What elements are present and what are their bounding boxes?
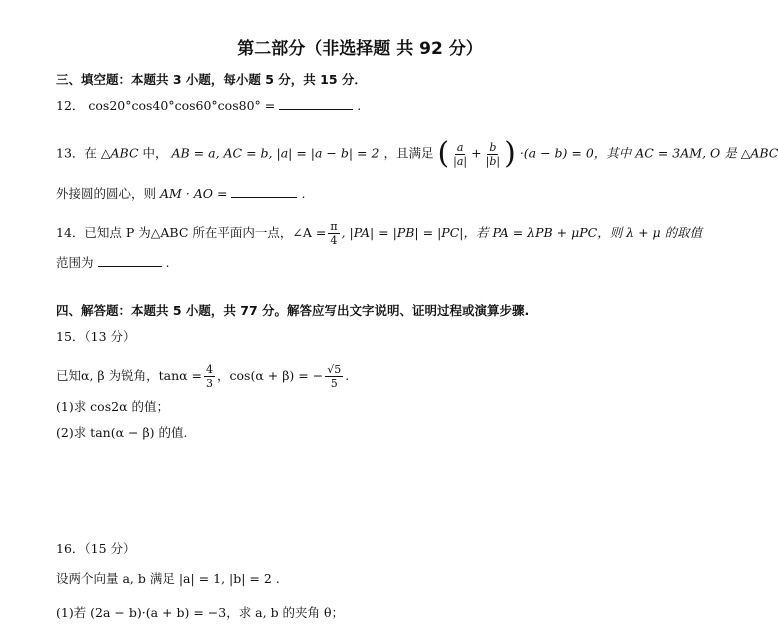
section4-header: 四、解答题：本题共 5 小题，共 77 分。解答应写出文字说明、证明过程或演算步骤.	[56, 303, 530, 318]
q14-line1	[56, 220, 702, 247]
q16-line1: 设两个向量 a, b 满足 |a| = 1, |b| = 2 .	[56, 571, 280, 586]
q15-line1	[56, 363, 349, 390]
q13-right-paren: )	[504, 136, 516, 171]
q13-line2-end: .	[301, 186, 306, 201]
q13-cond4: AC = 3AM, O 是	[635, 145, 737, 161]
q13-mid: 中，	[142, 145, 168, 161]
q12-number: 12．	[56, 98, 85, 113]
q14-pi-den: 4	[330, 234, 338, 247]
q14-text-b: , |PA| = |PB| = |PC|，若	[341, 225, 489, 240]
q14-line2	[56, 254, 169, 272]
q15-cos-frac	[325, 363, 343, 390]
q13-condition: AB = a, AC = b, |a| = |a − b| = 2	[171, 145, 380, 161]
q13-line2-expr: AM · AO =	[160, 186, 228, 201]
q15-part1: (1)求 cos2α 的值；	[56, 399, 169, 414]
q15-cos-num: √5	[327, 363, 342, 376]
q16-header: 16．（15 分）	[56, 541, 136, 556]
q15-tan-num: 4	[206, 363, 214, 376]
q13-cond3: ·(a − b) = 0，其中	[519, 145, 632, 161]
q13-triangle: △ABC	[100, 145, 139, 161]
q13-answer-blank	[231, 185, 297, 198]
q13-triangle2: △ABC	[740, 145, 778, 161]
section3-header: 三、填空题：本题共 3 小题，每小题 5 分，共 15 分．	[56, 72, 367, 87]
q15-tan-frac	[204, 363, 215, 390]
q13-frac-b	[484, 141, 502, 168]
q13-frac-a	[451, 141, 469, 168]
q13-number: 13．在	[56, 145, 97, 161]
q15-end: .	[345, 368, 350, 383]
q14-line2-end: .	[165, 255, 170, 270]
q13-line1	[56, 136, 778, 171]
q13-frac-b-den: |b|	[485, 154, 501, 168]
q15-cos-den: 5	[330, 377, 338, 390]
q15-header: 15．（13 分）	[56, 329, 136, 344]
q14-answer-blank	[98, 254, 162, 267]
q14-text-c: PA = λPB + μPC，则 λ + μ 的取值	[492, 225, 703, 240]
q12	[56, 97, 361, 115]
q13-frac-a-num: a	[456, 140, 464, 154]
q16-part1: (1)若 (2a − b)·(a + b) = −3，求 a, b 的夹角 θ；	[56, 605, 345, 620]
q13-line2	[56, 185, 305, 203]
q13-frac-a-den: |a|	[453, 154, 468, 168]
q12-expression: cos20°cos40°cos60°cos80° =	[88, 98, 276, 113]
q13-plus: +	[471, 145, 482, 161]
q13-left-paren: (	[437, 136, 450, 171]
q12-answer-blank	[279, 97, 353, 110]
q15-tan-den: 3	[206, 377, 214, 390]
q14-pi-num: π	[330, 220, 338, 233]
q12-end: .	[357, 98, 362, 113]
q15-part2: (2)求 tan(α − β) 的值.	[56, 425, 188, 440]
q13-line2-text: 外接圆的圆心，则	[56, 186, 157, 201]
q15-text-b: ，cos(α + β) = −	[217, 368, 324, 383]
q15-text-a: 已知α, β 为锐角，tanα =	[56, 368, 203, 383]
q14-line2-text: 范围为	[56, 255, 94, 270]
q13-cond-text: ，且满足	[383, 145, 434, 161]
q14-text-a: 14．已知点 P 为△ABC 所在平面内一点，∠A =	[56, 225, 327, 240]
page-title: 第二部分（非选择题 共 92 分）	[237, 39, 483, 59]
q14-pi-frac	[328, 220, 339, 247]
q13-frac-b-num: b	[489, 140, 497, 154]
